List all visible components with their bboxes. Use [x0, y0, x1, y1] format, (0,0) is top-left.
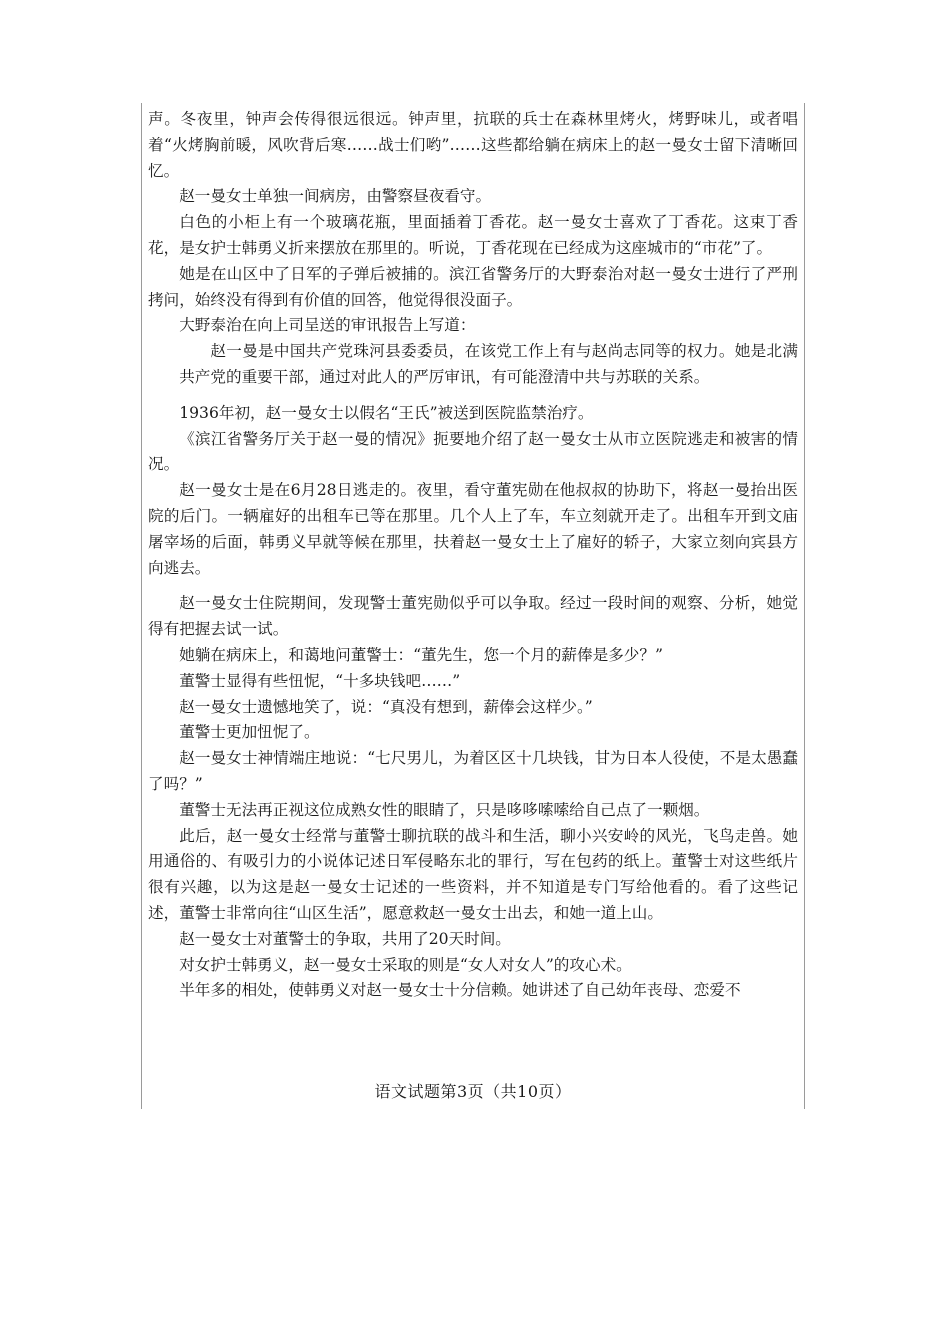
paragraph: 半年多的相处，使韩勇义对赵一曼女士十分信赖。她讲述了自己幼年丧母、恋爱不 [179, 981, 741, 1000]
report-quote: 赵一曼是中国共产党珠河县委委员，在该党工作上有与赵尚志同等的权力。她是北满共产党的重要干部，通过对此人的严厉审讯，有可能澄清中共与苏联的关系。 [179, 342, 798, 386]
page-footer: 语文试题第3页（共10页） [374, 1082, 572, 1101]
paragraph: 《滨江省警务厅关于赵一曼的情况》扼要地介绍了赵一曼女士从市立医院逃走和被害的情况。 [148, 429, 798, 474]
paragraph: 赵一曼女士是在6月28日逃走的。夜里，看守董宪勋在他叔叔的协助下，将赵一曼抬出医院的后门。一辆雇好的出租车已等在那里。几个人上了车，车立刻就开走了。出租车开到文庙屠宰场的后面，韩勇义早就等候在那里，扶着赵一曼女士上了雇好的轿子，大家立刻向宾县方向逃去。 [148, 481, 798, 577]
paragraph: 她是在山区中了日军的子弹后被捕的。滨江省警务厅的大野泰治对赵一曼女士进行了严刑拷问，始终没有得到有价值的回答，他觉得很没面子。 [148, 264, 798, 309]
paragraph-continued: 声。冬夜里，钟声会传得很远很远。钟声里，抗联的兵士在森林里烤火，烤野味儿，或者唱着“火烤胸前暖，风吹背后寒……战士们哟”……这些都给躺在病床上的赵一曼女士留下清晰回忆。 [148, 110, 798, 180]
paragraph: 赵一曼女士住院期间，发现警士董宪勋似乎可以争取。经过一段时间的观察、分析，她觉得有把握去试一试。 [148, 594, 798, 639]
paragraph: 她躺在病床上，和蔼地问董警士：“董先生，您一个月的薪俸是多少？” [179, 645, 663, 664]
paragraph: 董警士无法再正视这位成熟女性的眼睛了，只是哆哆嗦嗦给自己点了一颗烟。 [179, 800, 710, 819]
paragraph: 赵一曼女士神情端庄地说：“七尺男儿，为着区区十几块钱，甘为日本人役使，不是太愚蠢了吗？” [148, 749, 798, 793]
article-body [148, 107, 798, 1004]
paragraph: 赵一曼女士单独一间病房，由警察昼夜看守。 [179, 187, 492, 206]
exam-page [141, 103, 805, 1109]
paragraph: 大野泰治在向上司呈送的审讯报告上写道： [179, 316, 476, 335]
paragraph: 董警士显得有些忸怩，“十多块钱吧……” [179, 671, 461, 690]
paragraph: 1936年初，赵一曼女士以假名“王氏”被送到医院监禁治疗。 [179, 403, 594, 422]
paragraph: 董警士更加忸怩了。 [179, 723, 320, 742]
paragraph: 赵一曼女士遗憾地笑了，说：“真没有想到，薪俸会这样少。” [179, 697, 593, 716]
paragraph: 对女护士韩勇义，赵一曼女士采取的则是“女人对女人”的攻心术。 [179, 955, 632, 974]
paragraph: 赵一曼女士对董警士的争取，共用了20天时间。 [179, 929, 511, 948]
paragraph: 此后，赵一曼女士经常与董警士聊抗联的战斗和生活，聊小兴安岭的风光，飞鸟走兽。她用通俗的、有吸引力的小说体记述日军侵略东北的罪行，写在包药的纸上。董警士对这些纸片很有兴趣，以为这是赵一曼女士记述的一些资料，并不知道是专门写给他看的。看了这些记述，董警士非常向往“山区生活”，愿意救赵一曼女士出去，和她一道上山。 [148, 826, 798, 922]
paragraph: 白色的小柜上有一个玻璃花瓶，里面插着丁香花。赵一曼女士喜欢了丁香花。这束丁香花，是女护士韩勇义折来摆放在那里的。听说，丁香花现在已经成为这座城市的“市花”了。 [148, 213, 798, 257]
